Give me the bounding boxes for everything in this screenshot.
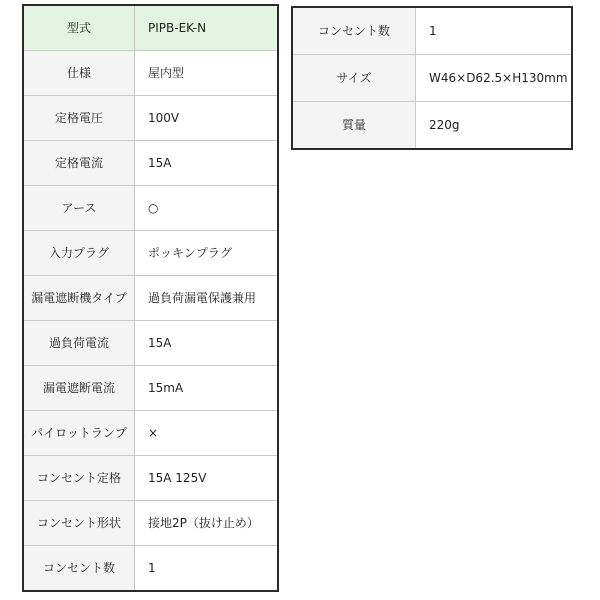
row-value: ×: [135, 411, 278, 456]
row-value: PIPB-EK-N: [135, 6, 278, 51]
table-row: [24, 546, 278, 591]
table-row: [24, 501, 278, 546]
row-value: 過負荷漏電保護兼用: [135, 276, 278, 321]
row-value: 100V: [135, 96, 278, 141]
table-row: [24, 411, 278, 456]
row-value: ○: [135, 186, 278, 231]
row-value: ポッキンプラグ: [135, 231, 278, 276]
table-row: [24, 366, 278, 411]
row-label: 入力プラグ: [24, 231, 135, 276]
spec-table-right: [292, 7, 572, 149]
row-value: 15mA: [135, 366, 278, 411]
row-value: 15A: [135, 321, 278, 366]
table-row: [24, 276, 278, 321]
row-label: 質量: [293, 102, 416, 149]
row-label: アース: [24, 186, 135, 231]
table-row: [24, 186, 278, 231]
table-row: [293, 8, 572, 55]
row-value: 接地2P（抜け止め）: [135, 501, 278, 546]
row-value: 15A: [135, 141, 278, 186]
table-row: [24, 321, 278, 366]
row-value: 220g: [416, 102, 572, 149]
row-label: コンセント数: [24, 546, 135, 591]
row-label: 漏電遮断電流: [24, 366, 135, 411]
table-row: [24, 456, 278, 501]
row-label: 仕様: [24, 51, 135, 96]
row-label: パイロットランプ: [24, 411, 135, 456]
row-label: 定格電圧: [24, 96, 135, 141]
row-label: コンセント数: [293, 8, 416, 55]
row-label: サイズ: [293, 55, 416, 102]
row-label: コンセント形状: [24, 501, 135, 546]
table-row: [24, 51, 278, 96]
table-row: [293, 55, 572, 102]
row-value: 1: [416, 8, 572, 55]
spec-table-left: [23, 5, 278, 591]
row-value: 屋内型: [135, 51, 278, 96]
table-row: [24, 231, 278, 276]
row-value: W46×D62.5×H130mm: [416, 55, 572, 102]
row-value: 1: [135, 546, 278, 591]
row-label: 定格電流: [24, 141, 135, 186]
row-label: 過負荷電流: [24, 321, 135, 366]
row-label: 漏電遮断機タイプ: [24, 276, 135, 321]
table-row: [24, 96, 278, 141]
row-label: 型式: [24, 6, 135, 51]
table-row: [24, 141, 278, 186]
table-row: [293, 102, 572, 149]
row-label: コンセント定格: [24, 456, 135, 501]
row-value: 15A 125V: [135, 456, 278, 501]
table-row: [24, 6, 278, 51]
